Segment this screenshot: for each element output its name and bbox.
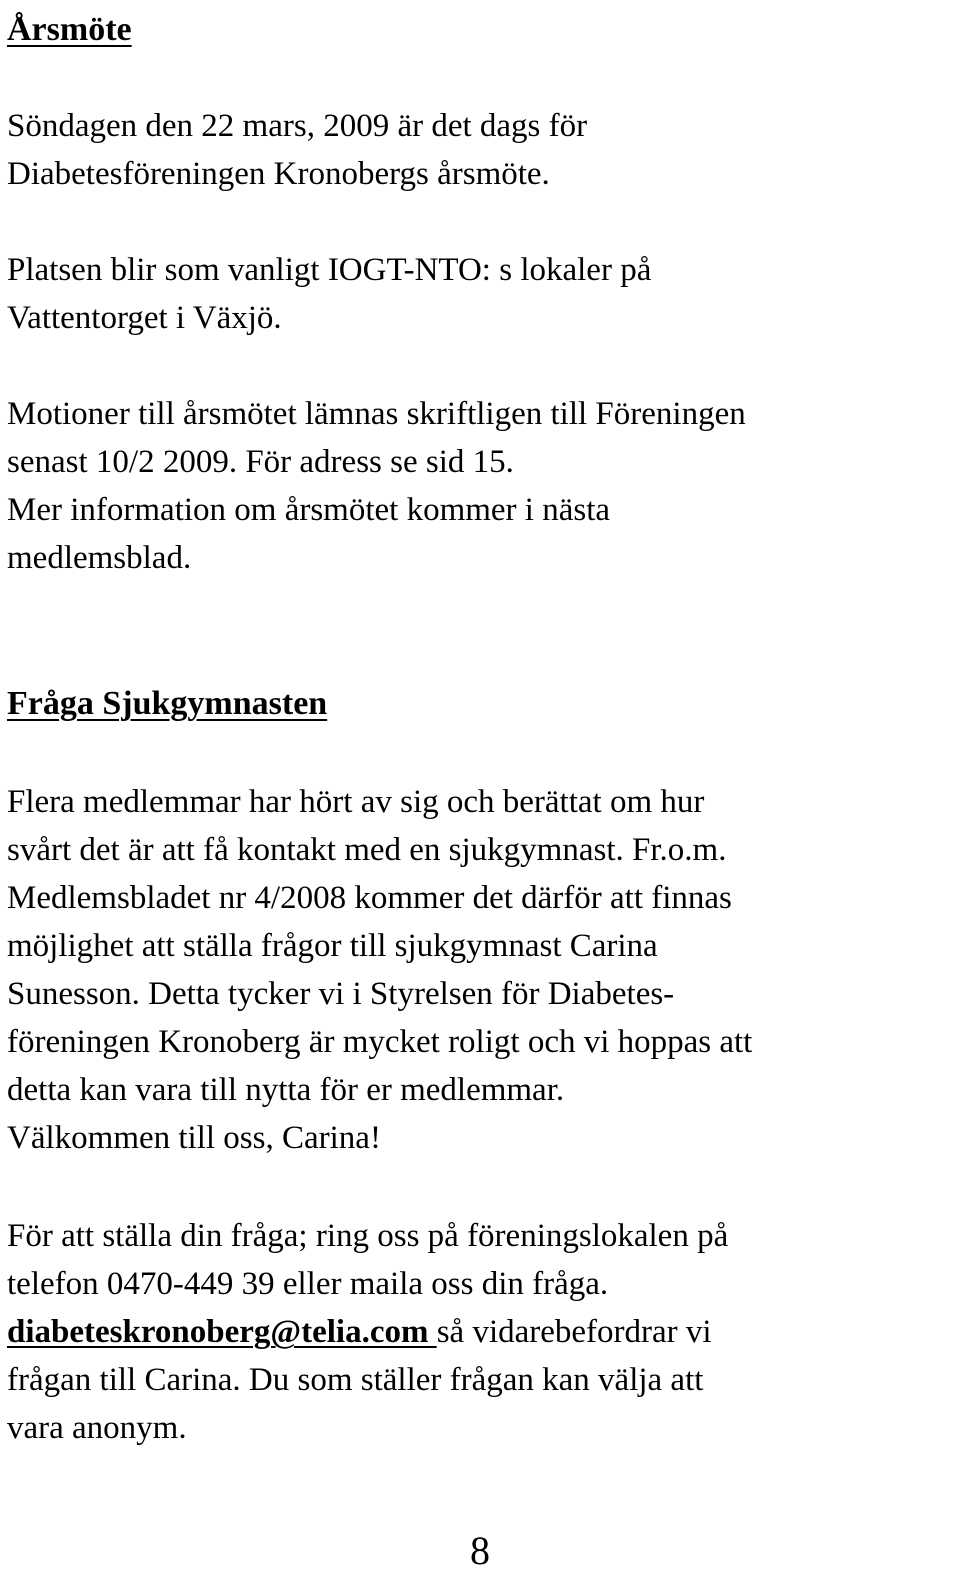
text-line: Platsen blir som vanligt IOGT-NTO: s lokaler på [7, 252, 652, 288]
text-line: vara anonym. [7, 1410, 187, 1446]
text-line: svårt det är att få kontakt med en sjukgymnast. Fr.o.m. [7, 832, 727, 868]
text-line: frågan till Carina. Du som ställer frågan kan välja att [7, 1362, 704, 1398]
text-line: Motioner till årsmötet lämnas skriftligen till Föreningen [7, 396, 746, 432]
heading-fraga-sjukgymnasten: Fråga Sjukgymnasten [7, 685, 328, 722]
text-line: Sunesson. Detta tycker vi i Styrelsen för Diabetes- [7, 976, 675, 1012]
paragraph-physio-intro [7, 778, 752, 1162]
text-line: För att ställa din fråga; ring oss på föreningslokalen på [7, 1218, 729, 1254]
heading-arsmote: Årsmöte [7, 11, 132, 48]
text-line: föreningen Kronoberg är mycket roligt och vi hoppas att [7, 1024, 753, 1060]
text-line: senast 10/2 2009. För adress se sid 15. [7, 444, 514, 480]
text-fragment: så vidarebefordrar vi [436, 1314, 712, 1350]
text-line: Flera medlemmar har hört av sig och berättat om hur [7, 784, 705, 820]
text-line: Vattentorget i Växjö. [7, 300, 282, 336]
paragraph-date [7, 102, 587, 198]
text-line: Mer information om årsmötet kommer i nästa [7, 492, 611, 528]
paragraph-location [7, 246, 651, 342]
email-link[interactable]: diabeteskronoberg@telia.com [7, 1314, 437, 1350]
text-line: detta kan vara till nytta för er medlemmar. [7, 1072, 565, 1108]
text-line: Medlemsbladet nr 4/2008 kommer det därför att finnas [7, 880, 732, 916]
text-line: Diabetesföreningen Kronobergs årsmöte. [7, 156, 550, 192]
text-line: Välkommen till oss, Carina! [7, 1120, 381, 1156]
paragraph-motions [7, 390, 746, 582]
paragraph-contact [7, 1212, 728, 1452]
text-line: medlemsblad. [7, 540, 192, 576]
text-line-email [7, 1308, 728, 1356]
text-line: telefon 0470-449 39 eller maila oss din fråga. [7, 1266, 609, 1302]
text-line: möjlighet att ställa frågor till sjukgymnast Carina [7, 928, 658, 964]
text-line: Söndagen den 22 mars, 2009 är det dags för [7, 108, 588, 144]
page-number: 8 [470, 1528, 490, 1573]
